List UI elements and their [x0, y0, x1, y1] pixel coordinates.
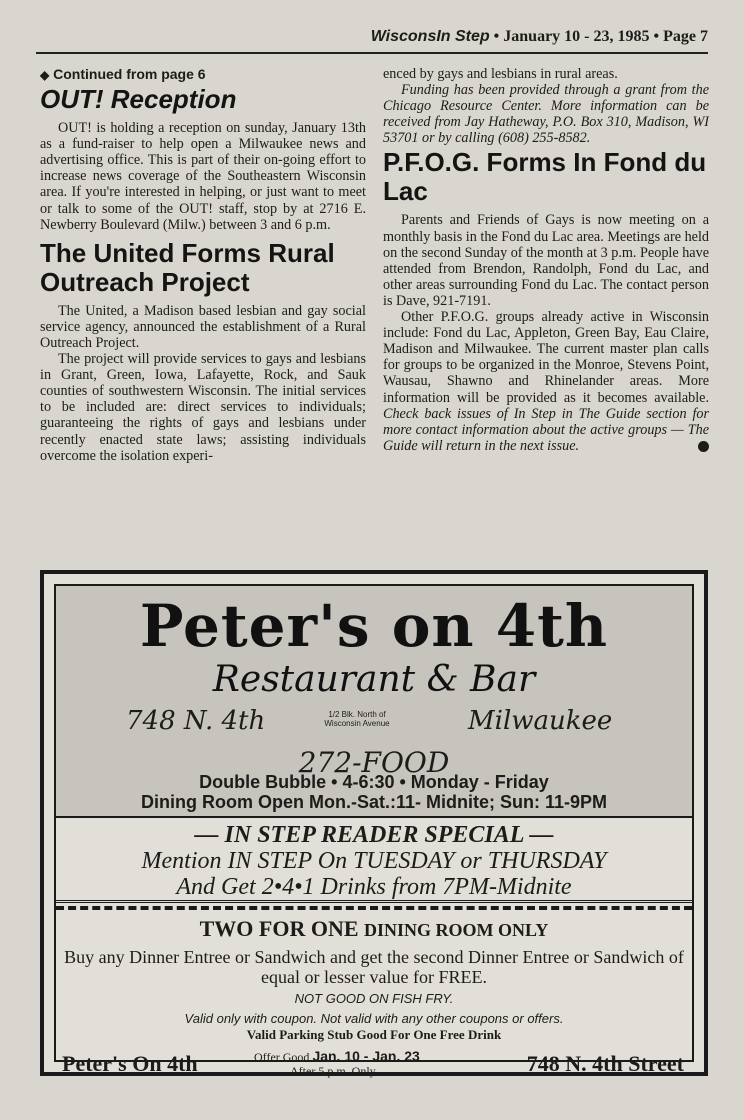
coupon-title-main: TWO FOR ONE	[199, 916, 359, 941]
issue-date: January 10 - 23, 1985	[503, 28, 650, 45]
arrow-icon: ◆	[40, 68, 50, 82]
article-headline-pfog: P.F.O.G. Forms In Fond du Lac	[383, 147, 707, 207]
article-italic-tail: Check back issues of In Step in The Guide section for more contact information about the active groups — The Guide will return in the next issue.	[383, 405, 709, 454]
funding-paragraph: Funding has been provided through a grant from the Chicago Resource Center. More information can be received from Jay Hatheway, P.O. Box 310, Madison, WI 53701 or by calling (608) 255-8582.	[383, 82, 709, 147]
end-bullet-icon	[698, 441, 709, 452]
footer-address: 748 N. 4th Street	[526, 1051, 684, 1076]
coupon-body: Buy any Dinner Entree or Sandwich and get the second Dinner Entree or Sandwich of equal or lesser value for FREE.	[64, 947, 684, 987]
continued-note	[40, 66, 366, 83]
city-name: Milwaukee	[468, 706, 613, 736]
right-column	[383, 66, 709, 454]
coupon-note: NOT GOOD ON FISH FRY.	[294, 991, 454, 1006]
article-paragraph: The United, a Madison based lesbian and gay social service agency, announced the establishment of a Rural Outreach Project.	[40, 302, 366, 351]
offer-dates: Jan. 10 - Jan. 23	[312, 1048, 420, 1064]
reader-special	[56, 818, 692, 903]
page-header	[36, 28, 708, 54]
restaurant-subtitle: Restaurant & Bar	[212, 659, 536, 700]
coupon-title-small: DINING ROOM ONLY	[364, 920, 549, 940]
dining-hours-line: Dining Room Open Mon.-Sat.:11- Midnite; Sun: 11-9PM	[140, 792, 607, 812]
location-note: 1/2 Blk. North of Wisconsin Avenue	[324, 710, 390, 728]
coupon-note: Valid only with coupon. Not valid with any other coupons or offers.	[184, 1011, 564, 1026]
restaurant-advertisement	[40, 570, 708, 1076]
ad-frame	[54, 584, 694, 1078]
special-title: — IN STEP READER SPECIAL —	[194, 822, 554, 848]
publication-name: WisconsIn Step	[370, 28, 490, 45]
article-paragraph: OUT! is holding a reception on sunday, January 13th as a fund-raiser to help open a Milwaukee news and advertising office. This is part of their on-going effort to increase news coverage of the Southeastern Wisconsin area. If you're interested in helping, or just want to meet or talk to some of the OUT! staff, stop by at 2716 E. Newberry Boulevard (Milw.) between 3 and 6 p.m.	[40, 120, 366, 233]
restaurant-name: Peter's on 4th	[139, 592, 609, 660]
offer-time: After 5 p.m. Only	[290, 1064, 376, 1078]
article-paragraph: Parents and Friends of Gays is now meeting on a monthly basis in the Fond du Lac area. Meetings are held on the second Sunday of the month at 3 p.m. People have attended from Brendon, Randolph, Fond du Lac, and other areas surrounding Fond du Lac. The contact person is Dave, 921-7191.	[383, 212, 709, 309]
article-paragraph-text: Other P.F.O.G. groups already active in Wisconsin include: Fond du Lac, Appleton, Green Bay, Eau Claire, Madison and Milwaukee. The current master plan calls for groups to be organized in the Monroe, Stevens Point, Wausau, Shawno and Rhinelander areas. More information will be provided as it becomes available.	[383, 309, 709, 406]
street-address: 748 N. 4th	[126, 706, 266, 736]
special-line: Mention IN STEP On TUESDAY or THURSDAY	[141, 848, 607, 874]
header-separator: •	[493, 28, 500, 45]
article-paragraph	[383, 309, 709, 454]
article-continuation: enced by gays and lesbians in rural areas.	[383, 66, 618, 82]
happy-hour-line: Double Bubble • 4-6:30 • Monday - Friday	[199, 772, 549, 792]
header-separator: •	[653, 28, 660, 45]
article-headline-rural-outreach: The United Forms Rural Outreach Project	[40, 237, 335, 297]
coupon-cut-line	[56, 906, 692, 910]
footer-restaurant-name: Peter's On 4th	[62, 1051, 198, 1076]
coupon-footer	[56, 1045, 692, 1085]
page-number: Page 7	[663, 28, 708, 45]
coupon-title	[56, 916, 692, 943]
special-line: And Get 2•4•1 Drinks from 7PM-Midnite	[176, 874, 572, 900]
article-paragraph: The project will provide services to gays and lesbians in Grant, Green, Iowa, Lafayette, Rock, and Sauk counties of southwestern Wisconsin. The initial services to be included are: direct services to individuals; guaranteeing the rights of gays and lesbians under recently enacted state laws; assisting individuals overcome the isolation experi-	[40, 351, 366, 464]
hours-block	[56, 772, 692, 812]
parking-note: Valid Parking Stub Good For One Free Drink	[246, 1027, 502, 1042]
coupon	[56, 916, 692, 1085]
offer-validity	[254, 1049, 474, 1078]
phone-number: 272-FOOD	[298, 746, 450, 779]
offer-label: Offer Good	[254, 1050, 310, 1064]
article-headline-out-reception: OUT! Reception	[40, 84, 237, 115]
address-row	[56, 702, 692, 746]
left-column	[40, 66, 366, 464]
continued-text: Continued from page 6	[53, 66, 206, 82]
